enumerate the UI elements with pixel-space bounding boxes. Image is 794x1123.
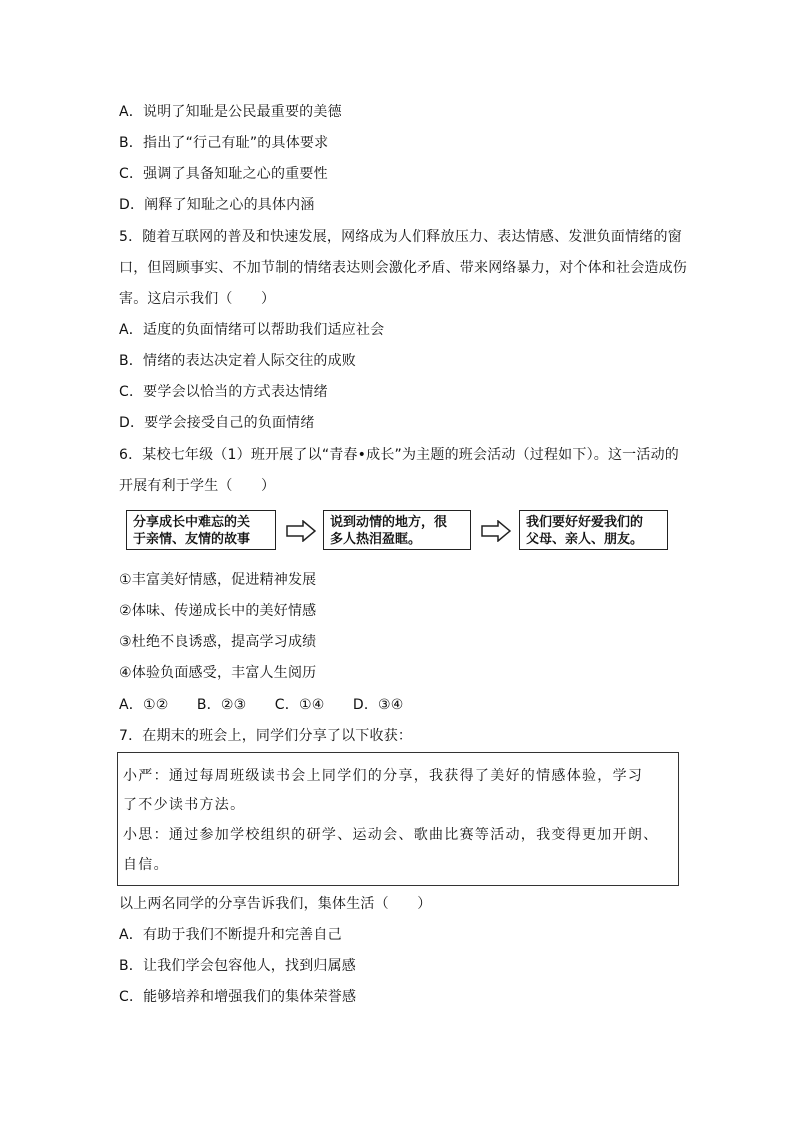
q7-question: 以上两名同学的分享告诉我们，集体生活（ ）	[119, 896, 432, 912]
q7-stem: 7．在期末的班会上，同学们分享了以下收获：	[119, 728, 413, 744]
flow-step-2	[323, 510, 471, 550]
q6-stem-line-1: 6．某校七年级（1）班开展了以“青春•成长”为主题的班会活动（过程如下）。这一活动的	[119, 447, 679, 463]
flow-step-1-line-1: 分享成长中难忘的关	[133, 515, 251, 530]
flow-step-3-line-1: 我们要好好爱我们的	[526, 515, 644, 530]
q6-statement-4: ④体验负面感受，丰富人生阅历	[119, 665, 317, 681]
q7-quote-line-1: 小严：通过每周班级读书会上同学们的分享，我获得了美好的情感体验，学习	[123, 768, 644, 784]
flow-step-3	[519, 510, 668, 550]
flow-step-1	[126, 510, 276, 550]
q4-option-c: C．强调了具备知耻之心的重要性	[119, 166, 328, 182]
q5-option-c: C．要学会以恰当的方式表达情绪	[119, 384, 328, 400]
q6-statement-1: ①丰富美好情感，促进精神发展	[119, 572, 317, 588]
q5-stem-line-3: 害。这启示我们（ ）	[119, 291, 276, 307]
q5-option-a: A．适度的负面情绪可以帮助我们适应社会	[119, 322, 385, 338]
q4-option-a: A．说明了知耻是公民最重要的美德	[119, 104, 342, 120]
q7-quote-line-4: 自信。	[123, 857, 169, 873]
q5-stem-line-1: 5．随着互联网的普及和快速发展，网络成为人们释放压力、表达情感、发泄负面情绪的窗	[119, 229, 682, 245]
q5-option-d: D．要学会接受自己的负面情绪	[119, 415, 315, 431]
q4-option-b: B．指出了“行己有耻”的具体要求	[119, 135, 329, 151]
q6-stem-line-2: 开展有利于学生（ ）	[119, 478, 276, 494]
q4-option-d: D．阐释了知耻之心的具体内涵	[119, 197, 315, 213]
q7-quote-box	[117, 752, 679, 886]
flow-arrow-icon	[481, 520, 511, 542]
q5-stem-line-2: 口，但罔顾事实、不加节制的情绪表达则会激化矛盾、带来网络暴力，对个体和社会造成伤	[119, 260, 687, 276]
flow-step-1-line-2: 于亲情、友情的故事	[133, 532, 251, 547]
process-flow-diagram	[126, 510, 668, 554]
flow-step-2-line-2: 多人热泪盈眶。	[330, 532, 422, 547]
flow-step-2-line-1: 说到动情的地方，很	[330, 515, 448, 530]
flow-step-3-line-2: 父母、亲人、朋友。	[526, 532, 644, 547]
q6-options: A．①② B．②③ C．①④ D．③④	[119, 697, 404, 713]
q5-option-b: B．情绪的表达决定着人际交往的成败	[119, 353, 357, 369]
q7-quote-line-2: 了不少读书方法。	[123, 797, 246, 813]
q7-quote-line-3: 小思：通过参加学校组织的研学、运动会、歌曲比赛等活动，我变得更加开朗、	[123, 827, 659, 843]
q7-option-a: A．有助于我们不断提升和完善自己	[119, 927, 342, 943]
q6-statement-2: ②体味、传递成长中的美好情感	[119, 603, 317, 619]
q6-statement-3: ③杜绝不良诱惑，提高学习成绩	[119, 634, 317, 650]
q7-option-b: B．让我们学会包容他人，找到归属感	[119, 958, 357, 974]
q7-option-c: C．能够培养和增强我们的集体荣誉感	[119, 989, 357, 1005]
flow-arrow-icon	[286, 520, 316, 542]
